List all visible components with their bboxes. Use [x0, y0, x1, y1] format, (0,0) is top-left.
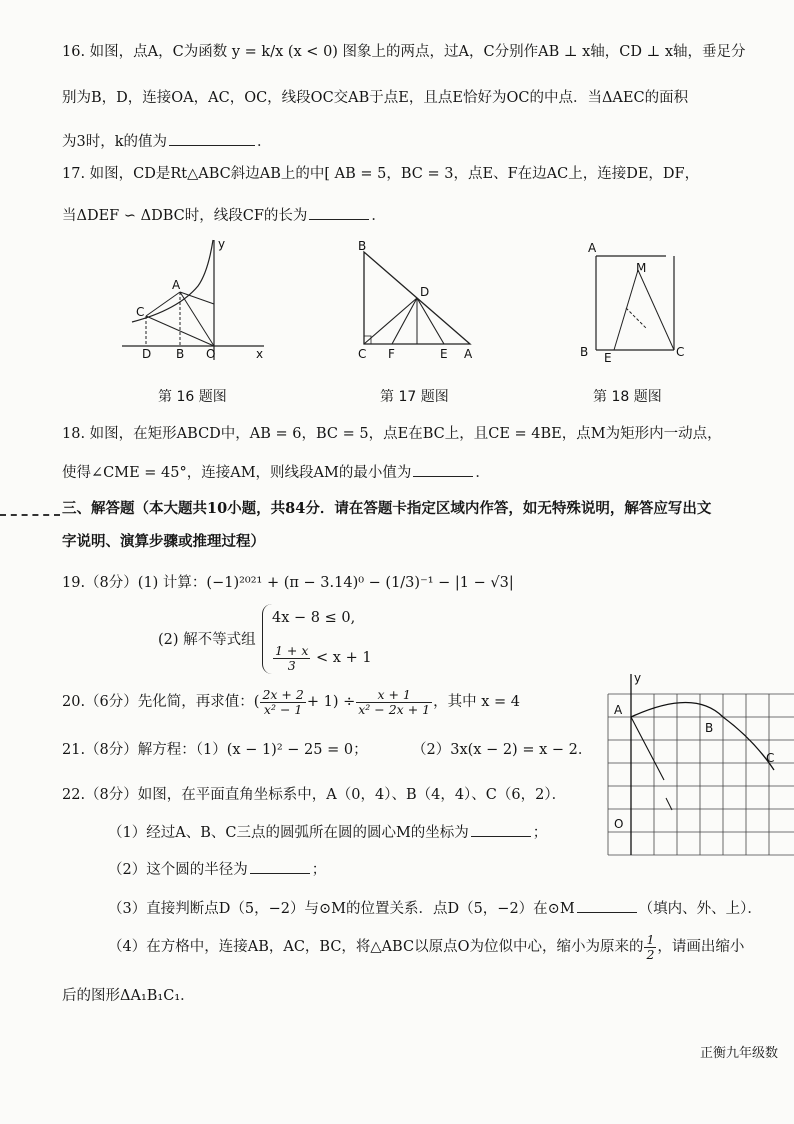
- q19-part2-label: (2) 解不等式组: [158, 632, 256, 648]
- fig18-label-c: C: [676, 345, 685, 359]
- q22-sub1-text: （1）经过A、B、C三点的圆弧所在圆的圆心M的坐标为: [108, 825, 469, 841]
- q22-label-a: A: [614, 703, 623, 717]
- q17-line1: 17. 如图，CD是Rt△ABC斜边AB上的中[ AB = 5，BC = 3，点E、F在边AC上，连接DE，DF，: [62, 166, 700, 182]
- q16-line3-text: 为3时，k的值为: [62, 134, 168, 150]
- q22-sub2-text: （2）这个圆的半径为: [108, 862, 248, 878]
- fig18-segment-mc: [638, 270, 674, 350]
- q18-line2: [62, 462, 794, 483]
- q19-inequality-1: 4x − 8 ≤ 0,: [272, 610, 356, 626]
- section-divider-dash: [0, 514, 60, 516]
- q22-sub1-blank[interactable]: [471, 822, 531, 837]
- q20-mid: + 1) ÷: [306, 694, 356, 710]
- q17-line2-text: 当ΔDEF ∽ ΔDBC时，线段CF的长为: [62, 208, 308, 224]
- q18-line1: 18. 如图，在矩形ABCD中，AB = 6，BC = 5，点E在BC上，且CE = 4BE，点M为矩形内一动点，: [62, 426, 722, 442]
- q20-prefix: 20.（6分）先化简，再求值：(: [62, 694, 260, 710]
- fig17-segment-df: [392, 298, 417, 344]
- q22-sub3-end: （填内、外、上）．: [638, 901, 762, 917]
- fig17-segment-de: [417, 298, 444, 344]
- q18-line2-text: 使得∠CME = 45°，连接AM，则线段AM的最小值为: [62, 465, 412, 481]
- q20-f1-den: x² − 1: [263, 701, 303, 717]
- q16-answer-blank[interactable]: [169, 131, 255, 146]
- q22-sub4: [108, 930, 794, 964]
- fig18-guide: [626, 308, 646, 328]
- q20-f2-num: x + 1: [356, 688, 432, 703]
- fig16-label-o: O: [206, 347, 216, 361]
- q22-sub1: [108, 822, 594, 843]
- q22-grid-lines: [608, 694, 794, 855]
- fig16-label-y: y: [218, 237, 226, 251]
- q22-sub3-blank[interactable]: [577, 898, 637, 913]
- fig18-label-b: B: [580, 345, 589, 359]
- q22-sub2-end: ；: [311, 862, 327, 878]
- fig16-label-c: C: [136, 305, 145, 319]
- fig17-label-d: D: [420, 285, 430, 299]
- q20-f2-den: x² − 2x + 1: [358, 701, 431, 717]
- fig17-label-f: F: [388, 347, 395, 361]
- q20-fraction-2: [356, 688, 432, 717]
- fig16-label-a: A: [172, 278, 181, 292]
- q22-sub4-fraction: [644, 933, 656, 962]
- q19-ineq2-den: 3: [287, 657, 296, 673]
- q22-guide-tick: [666, 798, 672, 810]
- q22-sub4-num: 1: [646, 931, 655, 947]
- fig17-label-a: A: [464, 347, 473, 361]
- caption-fig17: 第 17 题图: [380, 389, 449, 405]
- q22-sub2: [108, 859, 594, 880]
- q22-intro: 22.（8分）如图，在平面直角坐标系中，A（0，4）、B（4，4）、C（6，2）．: [62, 787, 567, 803]
- fig17-label-e: E: [440, 347, 448, 361]
- fig17-segment-cd: [364, 298, 417, 344]
- q22-sub1-end: ；: [532, 825, 548, 841]
- caption-fig18: 第 18 题图: [593, 389, 662, 405]
- q21-part1: 21.（8分）解方程：（1）(x − 1)² − 25 = 0；: [62, 742, 368, 758]
- page-footer: 正衡九年级数: [700, 1046, 779, 1061]
- q20-suffix: ，其中 x = 4: [433, 694, 520, 710]
- q19-ineq2-rest: < x + 1: [316, 650, 372, 666]
- q22-sub4-continued: 后的图形ΔA₁B₁C₁．: [62, 988, 195, 1004]
- fig16-label-b: B: [176, 347, 185, 361]
- fig17-label-b: B: [358, 239, 367, 253]
- fig16-segment-oc: [146, 316, 214, 346]
- fig18-label-a: A: [588, 241, 597, 255]
- q22-label-c: C: [766, 751, 775, 765]
- q22-sub4-b: ，请画出缩小: [657, 939, 745, 955]
- q17-line2-end: ．: [371, 208, 386, 224]
- q20-line: [62, 686, 594, 718]
- q16-line3: [62, 131, 794, 152]
- fig17-diagram: [352, 236, 490, 364]
- q22-sub4-den: 2: [646, 946, 655, 962]
- q19-ineq2-fraction: [273, 644, 310, 673]
- fig18-diagram: [578, 236, 688, 364]
- fig16-label-d: D: [142, 347, 152, 361]
- q16-line3-end: ．: [257, 134, 272, 150]
- fig16-segment-oa: [180, 292, 214, 346]
- caption-fig16: 第 16 题图: [158, 389, 227, 405]
- fig16-diagram: [118, 236, 268, 364]
- q21-part2: （2）3x(x − 2) = x − 2．: [412, 742, 593, 758]
- q17-line2: [62, 205, 794, 226]
- q22-sub3-text: （3）直接判断点D（5，−2）与⊙M的位置关系．点D（5，−2）在⊙M: [108, 901, 575, 917]
- section3-title-line2: 字说明、演算步骤或推理过程）: [62, 533, 265, 550]
- q20-f1-num: 2x + 2: [262, 686, 304, 702]
- q22-sub2-blank[interactable]: [250, 859, 310, 874]
- fig16-segment-ac: [146, 292, 180, 316]
- q22-arc: [631, 703, 774, 771]
- q17-answer-blank[interactable]: [309, 205, 369, 220]
- fig18-label-e: E: [604, 351, 612, 364]
- q18-answer-blank[interactable]: [413, 462, 473, 477]
- fig17-label-c: C: [358, 347, 367, 361]
- q22-guide-line: [631, 717, 664, 780]
- fig16-label-x: x: [256, 347, 264, 361]
- q22-sub4-a: （4）在方格中，连接AB，AC，BC，将△ABC以原点O为位似中心，缩小为原来的: [108, 939, 644, 955]
- q22-sub3: [108, 898, 794, 919]
- section3-title-line1: 三、解答题（本大题共10小题，共84分．请在答题卡指定区域内作答，如无特殊说明，解答应写出文: [62, 500, 712, 517]
- q22-label-y: y: [634, 671, 642, 685]
- fig18-label-m: M: [636, 261, 647, 275]
- q22-grid-diagram: [604, 670, 794, 870]
- q16-line2: 别为B，D，连接OA，AC，OC，线段OC交AB于点E，且点E恰好为OC的中点．当ΔAEC的面积: [62, 90, 689, 106]
- q16-line1: 16. 如图，点A，C为函数 y = k/x (x < 0) 图象上的两点，过A，C分别作AB ⊥ x轴，CD ⊥ x轴，垂足分: [62, 44, 746, 60]
- q19-ineq2-num: 1 + x: [275, 642, 309, 658]
- q19-part1: 19.（8分）(1) 计算：(−1)²⁰²¹ + (π − 3.14)⁰ − (1/3)⁻¹ − |1 − √3|: [62, 575, 514, 591]
- q22-label-b: B: [705, 721, 714, 735]
- q22-label-o: O: [614, 817, 624, 831]
- fig18-segment-me: [614, 270, 638, 350]
- q18-line2-end: ．: [475, 465, 490, 481]
- q20-fraction-1: [260, 688, 305, 717]
